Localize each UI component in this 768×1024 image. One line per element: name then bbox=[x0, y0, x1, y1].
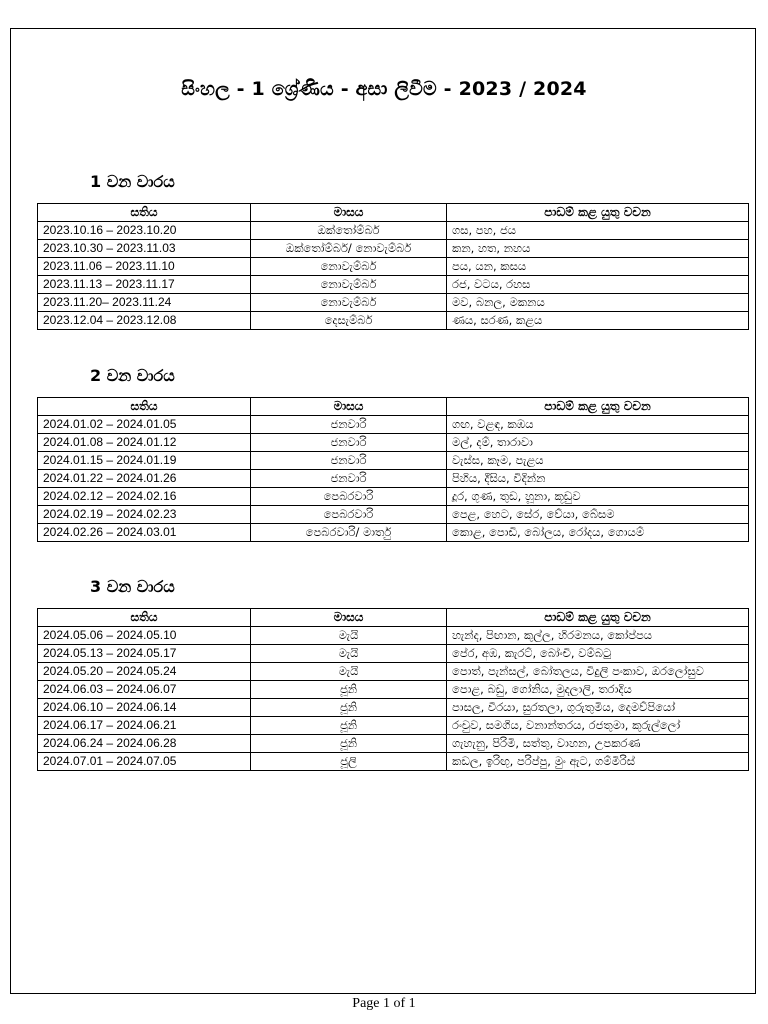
words-cell: වැස්ස, කෑම, පැළය bbox=[447, 452, 749, 470]
words-cell: පිහිය, දීසිය, විදින්න bbox=[447, 470, 749, 488]
table-row bbox=[38, 681, 749, 699]
week-cell: 2024.01.15 – 2024.01.19 bbox=[38, 452, 251, 470]
table-row bbox=[38, 470, 749, 488]
month-cell: ඔක්තෝම්බර්/ නොවැම්බර් bbox=[251, 240, 447, 258]
month-column-header: මාසය bbox=[251, 204, 447, 222]
table-row bbox=[38, 735, 749, 753]
month-cell: පෙබරවාරි/ මාර්තු bbox=[251, 524, 447, 542]
week-cell: 2023.10.16 – 2023.10.20 bbox=[38, 222, 251, 240]
words-column-header: පාඩම් කළ යුතු වචන bbox=[447, 398, 749, 416]
table-row bbox=[38, 753, 749, 771]
month-column-header: මාසය bbox=[251, 398, 447, 416]
table-row bbox=[38, 294, 749, 312]
week-cell: 2023.10.30 – 2023.11.03 bbox=[38, 240, 251, 258]
table-row bbox=[38, 276, 749, 294]
table-row bbox=[38, 416, 749, 434]
month-cell: නොවැම්බර් bbox=[251, 258, 447, 276]
words-cell: පේර, අඹ, කැරට්, බෝංචි, වම්බටු bbox=[447, 645, 749, 663]
week-cell: 2024.06.17 – 2024.06.21 bbox=[38, 717, 251, 735]
words-cell: පය, යන, කසය bbox=[447, 258, 749, 276]
words-cell: ණය, සරණ, කළය bbox=[447, 312, 749, 330]
words-cell: දූර, ගුණ, තුඩ, හූනා, කූඩුව bbox=[447, 488, 749, 506]
words-cell: පෙළ, හෙට, සේර, වේයා, බේසම bbox=[447, 506, 749, 524]
page-number: Page 1 of 1 bbox=[352, 996, 416, 1011]
words-column-header: පාඩම් කළ යුතු වචන bbox=[447, 609, 749, 627]
week-cell: 2024.01.02 – 2024.01.05 bbox=[38, 416, 251, 434]
words-cell: රජ, වටය, රහස bbox=[447, 276, 749, 294]
table-row bbox=[38, 699, 749, 717]
table-header-row bbox=[38, 398, 749, 416]
words-cell: පාසල, වීරයා, සුරතලා, ගුරුතුමිය, දෙමව්පියෝ bbox=[447, 699, 749, 717]
words-cell: මව, බනල, මකනය bbox=[447, 294, 749, 312]
table-row bbox=[38, 645, 749, 663]
month-cell: පෙබරවාරි bbox=[251, 506, 447, 524]
term-2-heading: 2 වන වාරය bbox=[90, 366, 175, 385]
month-cell: ජනවාරි bbox=[251, 470, 447, 488]
table-header-row bbox=[38, 204, 749, 222]
week-cell: 2024.02.12 – 2024.02.16 bbox=[38, 488, 251, 506]
words-cell: පොත්, පැන්සල්, බෝතලය, විදුලි පංකාව, ඔරලෝසුව bbox=[447, 663, 749, 681]
month-column-header: මාසය bbox=[251, 609, 447, 627]
week-cell: 2024.05.20 – 2024.05.24 bbox=[38, 663, 251, 681]
term-1-heading: 1 වන වාරය bbox=[90, 172, 175, 191]
month-cell: ජූනි bbox=[251, 735, 447, 753]
week-cell: 2023.11.06 – 2023.11.10 bbox=[38, 258, 251, 276]
week-cell: 2024.06.24 – 2024.06.28 bbox=[38, 735, 251, 753]
month-cell: ඔක්තෝම්බර් bbox=[251, 222, 447, 240]
month-cell: නොවැම්බර් bbox=[251, 276, 447, 294]
words-column-header: පාඩම් කළ යුතු වචන bbox=[447, 204, 749, 222]
week-cell: 2024.05.06 – 2024.05.10 bbox=[38, 627, 251, 645]
month-cell: ජූනි bbox=[251, 717, 447, 735]
week-cell: 2024.06.10 – 2024.06.14 bbox=[38, 699, 251, 717]
table-row bbox=[38, 663, 749, 681]
words-cell: කොළ, පොඩි, බෝලය, රෝදය, ගොයම් bbox=[447, 524, 749, 542]
week-cell: 2024.02.19 – 2024.02.23 bbox=[38, 506, 251, 524]
term-1-table bbox=[37, 203, 749, 330]
table-header-row bbox=[38, 609, 749, 627]
term-2-table bbox=[37, 397, 749, 542]
words-cell: මල්, දම්, තාරාවා bbox=[447, 434, 749, 452]
table-row bbox=[38, 488, 749, 506]
month-cell: ජනවාරි bbox=[251, 416, 447, 434]
week-cell: 2024.02.26 – 2024.03.01 bbox=[38, 524, 251, 542]
table-row bbox=[38, 506, 749, 524]
week-cell: 2024.06.03 – 2024.06.07 bbox=[38, 681, 251, 699]
week-cell: 2023.11.13 – 2023.11.17 bbox=[38, 276, 251, 294]
month-cell: මැයි bbox=[251, 645, 447, 663]
month-cell: ජූලි bbox=[251, 753, 447, 771]
week-cell: 2023.11.20– 2023.11.24 bbox=[38, 294, 251, 312]
term-3-table bbox=[37, 608, 749, 771]
month-cell: ජූනි bbox=[251, 699, 447, 717]
table-row bbox=[38, 434, 749, 452]
week-cell: 2024.01.22 – 2024.01.26 bbox=[38, 470, 251, 488]
words-cell: කන, හත, නහය bbox=[447, 240, 749, 258]
week-cell: 2024.01.08 – 2024.01.12 bbox=[38, 434, 251, 452]
words-cell: ගස, පහ, ජය bbox=[447, 222, 749, 240]
words-cell: හැන්ද, පිඟාන, කුල්ල, හිරමනය, කෝප්පය bbox=[447, 627, 749, 645]
table-row bbox=[38, 258, 749, 276]
month-cell: මැයි bbox=[251, 663, 447, 681]
table-row bbox=[38, 524, 749, 542]
words-cell: ගඟ, වළඳ, කඹය bbox=[447, 416, 749, 434]
table-row bbox=[38, 717, 749, 735]
document-title: සිංහල - 1 ශ්‍රේණිය - අසා ලිවීම - 2023 / 2024 bbox=[181, 78, 587, 100]
week-column-header: සතිය bbox=[38, 609, 251, 627]
table-row bbox=[38, 222, 749, 240]
table-row bbox=[38, 627, 749, 645]
words-cell: කඩල, ඉරිඟු, පරිප්පු, මුං ඇට, ගම්මිරිස් bbox=[447, 753, 749, 771]
words-cell: රංචුව, සමගිය, වනාන්තරය, රජතුමා, කුරුල්ලෝ bbox=[447, 717, 749, 735]
month-cell: ජනවාරි bbox=[251, 434, 447, 452]
table-row bbox=[38, 452, 749, 470]
table-row bbox=[38, 312, 749, 330]
table-row bbox=[38, 240, 749, 258]
week-column-header: සතිය bbox=[38, 398, 251, 416]
week-column-header: සතිය bbox=[38, 204, 251, 222]
term-3-heading: 3 වන වාරය bbox=[90, 577, 175, 596]
month-cell: මැයි bbox=[251, 627, 447, 645]
week-cell: 2024.05.13 – 2024.05.17 bbox=[38, 645, 251, 663]
words-cell: පොළ, බඩු, ගෝනිය, මුදලාලි, තරාදිය bbox=[447, 681, 749, 699]
month-cell: නොවැම්බර් bbox=[251, 294, 447, 312]
month-cell: ජනවාරි bbox=[251, 452, 447, 470]
words-cell: ගැහැනු, පිරිමි, සත්තු, වාහන, උපකරණ bbox=[447, 735, 749, 753]
week-cell: 2024.07.01 – 2024.07.05 bbox=[38, 753, 251, 771]
month-cell: ජූනි bbox=[251, 681, 447, 699]
month-cell: දෙසැම්බර් bbox=[251, 312, 447, 330]
week-cell: 2023.12.04 – 2023.12.08 bbox=[38, 312, 251, 330]
month-cell: පෙබරවාරි bbox=[251, 488, 447, 506]
